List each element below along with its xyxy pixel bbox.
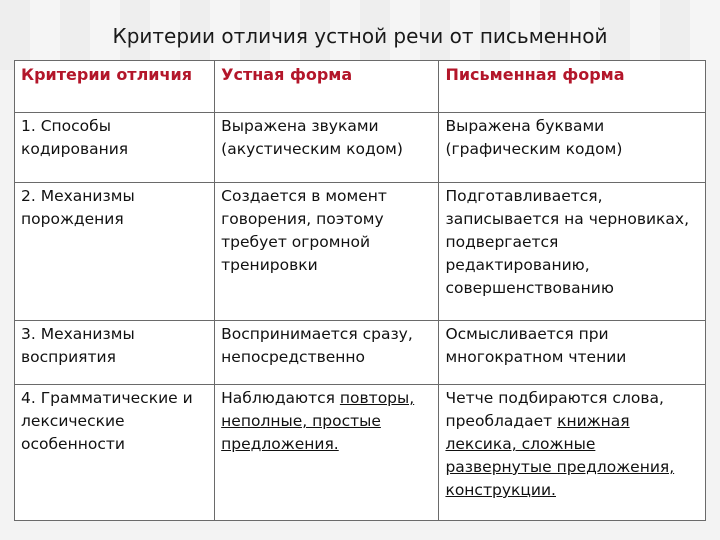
slide-title: Критерии отличия устной речи от письменной bbox=[112, 24, 608, 48]
table-header-row bbox=[15, 61, 706, 113]
criterion-cell: 4. Грамматические и лексические особенности bbox=[15, 385, 215, 521]
table-row bbox=[15, 321, 706, 385]
written-cell: Осмысливается при многократном чтении bbox=[439, 321, 706, 385]
oral-cell: Воспринимается сразу, непосредственно bbox=[215, 321, 439, 385]
header-oral-form: Устная форма bbox=[215, 61, 439, 113]
header-written-form: Письменная форма bbox=[439, 61, 706, 113]
criterion-cell: 1. Способы кодирования bbox=[15, 113, 215, 183]
criterion-cell: 3. Механизмы восприятия bbox=[15, 321, 215, 385]
written-cell bbox=[439, 385, 706, 521]
header-criteria: Критерии отличия bbox=[15, 61, 215, 113]
written-underlined-text: книжная лексика, сложные развернутые предложения, конструкции. bbox=[445, 412, 675, 499]
criterion-cell: 2. Механизмы порождения bbox=[15, 183, 215, 321]
oral-plain-text: Наблюдаются bbox=[221, 389, 335, 407]
oral-cell: Выражена звуками (акустическим кодом) bbox=[215, 113, 439, 183]
written-plain-text: Четче подбираются слова, преобладает bbox=[445, 389, 664, 430]
table-row bbox=[15, 183, 706, 321]
oral-cell bbox=[215, 385, 439, 521]
written-cell: Выражена буквами (графическим кодом) bbox=[439, 113, 706, 183]
table-row bbox=[15, 113, 706, 183]
criteria-table bbox=[14, 60, 706, 521]
table-row bbox=[15, 385, 706, 521]
written-cell: Подготавливается, записывается на черновиках, подвергается редактированию, совершенствованию bbox=[439, 183, 706, 321]
oral-underlined-text: повторы, неполные, простые предложения. bbox=[221, 389, 415, 453]
oral-cell: Создается в момент говорения, поэтому требует огромной тренировки bbox=[215, 183, 439, 321]
